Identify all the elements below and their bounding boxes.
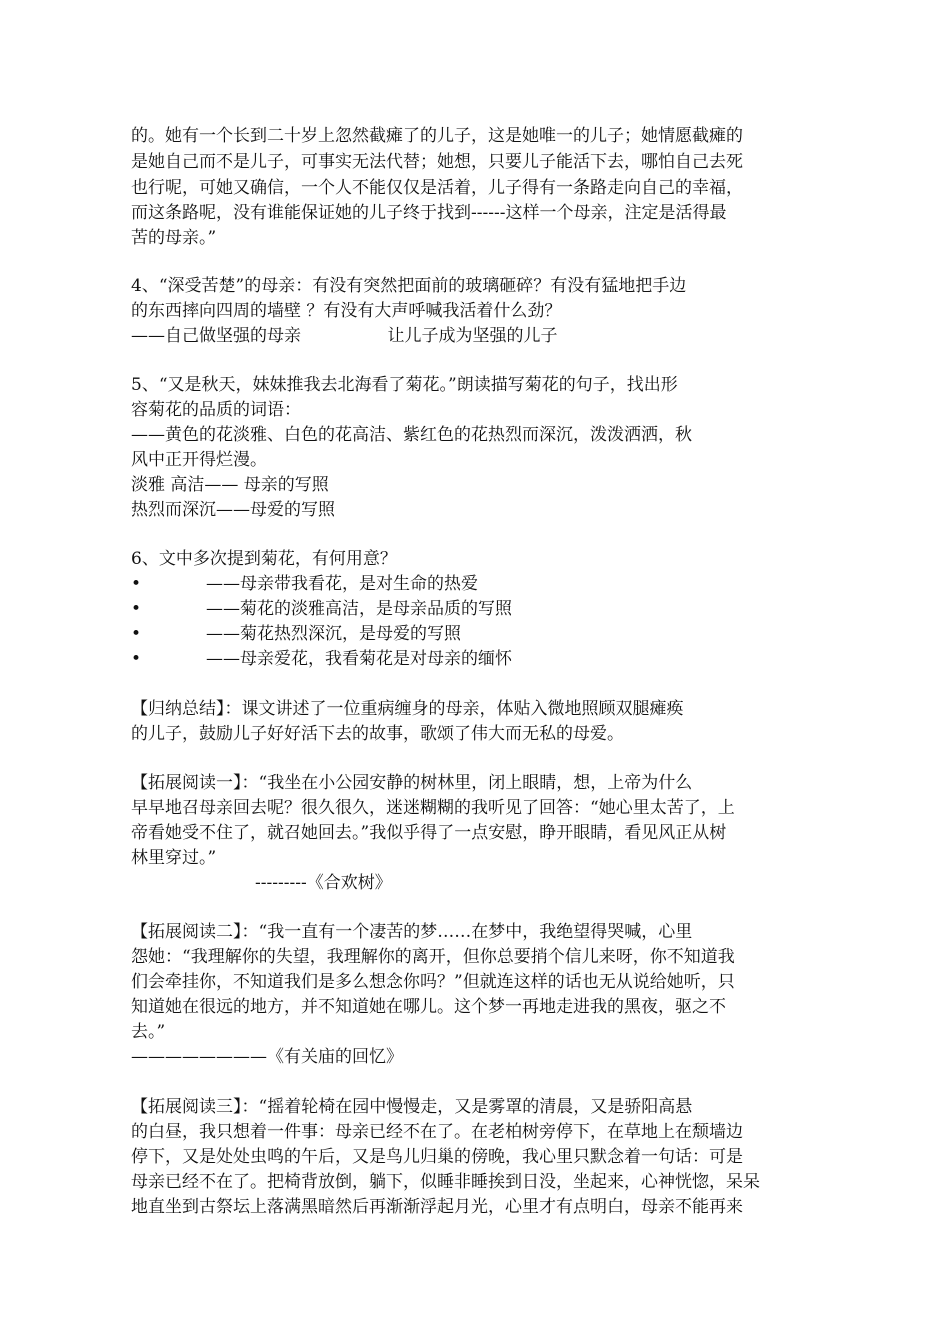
q6-item: ——菊花的淡雅高洁，是母亲品质的写照 xyxy=(206,599,512,619)
q6-title: 6、文中多次提到菊花，有何用意？ xyxy=(131,549,397,569)
bullet-icon: • xyxy=(131,624,142,644)
reading1-line: 林里穿过。” xyxy=(131,848,217,868)
q4-line: ——自己做坚强的母亲 让儿子成为坚强的儿子 xyxy=(131,326,558,346)
q5-line: 淡雅 高洁—— 母亲的写照 xyxy=(131,475,329,495)
bullet-icon: • xyxy=(131,649,142,669)
q5-line: ——黄色的花淡雅、白色的花高洁、紫红色的花热烈而深沉，泼泼洒洒，秋 xyxy=(131,425,692,445)
q6-item: ——菊花热烈深沉，是母爱的写照 xyxy=(206,624,461,644)
q5-line: 风中正开得烂漫。 xyxy=(131,450,267,470)
reading2-line: 怨她：“我理解你的失望，我理解你的离开，但你总要捎个信儿来呀，你不知道我 xyxy=(131,947,735,967)
reading3-line: 停下，又是处处虫鸣的午后，又是鸟儿归巢的傍晚，我心里只默念着一句话：可是 xyxy=(131,1147,743,1167)
q4-line: 4、“深受苦楚”的母亲：有没有突然把面前的玻璃砸碎？有没有猛地把手边 xyxy=(131,276,687,296)
q5-line: 热烈而深沉——母爱的写照 xyxy=(131,500,335,520)
reading1-source: ---------《合欢树》 xyxy=(255,873,392,893)
reading2-line: 知道她在很远的地方，并不知道她在哪儿。这个梦一再地走进我的黑夜，驱之不 xyxy=(131,997,726,1017)
summary-line: 的儿子，鼓励儿子好好活下去的故事，歌颂了伟大而无私的母爱。 xyxy=(131,724,624,744)
reading3-line: 【拓展阅读三】：“摇着轮椅在园中慢慢走，又是雾罩的清晨，又是骄阳高悬 xyxy=(131,1097,693,1117)
reading2-line: 们会牵挂你，不知道我们是多么想念你吗？”但就连这样的话也无从说给她听，只 xyxy=(131,972,735,992)
reading2-line: 【拓展阅读二】：“我一直有一个凄苦的梦……在梦中，我绝望得哭喊，心里 xyxy=(131,922,693,942)
q5-line: 容菊花的品质的词语： xyxy=(131,400,301,420)
bullet-icon: • xyxy=(131,599,142,619)
reading1-line: 【拓展阅读一】：“我坐在小公园安静的树林里，闭上眼睛，想，上帝为什么 xyxy=(131,773,693,793)
intro-line: 的。她有一个长到二十岁上忽然截瘫了的儿子，这是她唯一的儿子；她情愿截瘫的 xyxy=(131,126,743,146)
reading3-line: 母亲已经不在了。把椅背放倒，躺下，似睡非睡挨到日没，坐起来，心神恍惚，呆呆 xyxy=(131,1172,760,1192)
reading2-source: ————————《有关庙的回忆》 xyxy=(131,1047,403,1067)
intro-line: 是她自己而不是儿子，可事实无法代替；她想，只要儿子能活下去，哪怕自己去死 xyxy=(131,152,743,172)
intro-line: 苦的母亲。” xyxy=(131,228,217,248)
intro-line: 也行呢，可她又确信，一个人不能仅仅是活着，儿子得有一条路走向自己的幸福， xyxy=(131,178,743,198)
intro-line: 而这条路呢，没有谁能保证她的儿子终于找到------这样一个母亲，注定是活得最 xyxy=(131,203,727,223)
summary-line: 【归纳总结】：课文讲述了一位重病缠身的母亲，体贴入微地照顾双腿瘫痪 xyxy=(131,699,684,719)
reading3-line: 的白昼，我只想着一件事：母亲已经不在了。在老柏树旁停下，在草地上在颓墙边 xyxy=(131,1122,743,1142)
reading2-line: 去。” xyxy=(131,1022,166,1042)
reading3-line: 地直坐到古祭坛上落满黑暗然后再渐渐浮起月光，心里才有点明白，母亲不能再来 xyxy=(131,1197,743,1217)
reading1-line: 帝看她受不住了，就召她回去。”我似乎得了一点安慰，睁开眼睛，看见风正从树 xyxy=(131,823,727,843)
q5-line: 5、“又是秋天，妹妹推我去北海看了菊花。”朗读描写菊花的句子，找出形 xyxy=(131,375,678,395)
q6-item: ——母亲带我看花，是对生命的热爱 xyxy=(206,574,478,594)
q6-item: ——母亲爱花，我看菊花是对母亲的缅怀 xyxy=(206,649,512,669)
reading1-line: 早早地召母亲回去呢？很久很久，迷迷糊糊的我听见了回答：“她心里太苦了，上 xyxy=(131,798,735,818)
q4-line: 的东西摔向四周的墙壁 ？有没有大声呼喊我活着什么劲？ xyxy=(131,301,562,321)
bullet-icon: • xyxy=(131,574,142,594)
